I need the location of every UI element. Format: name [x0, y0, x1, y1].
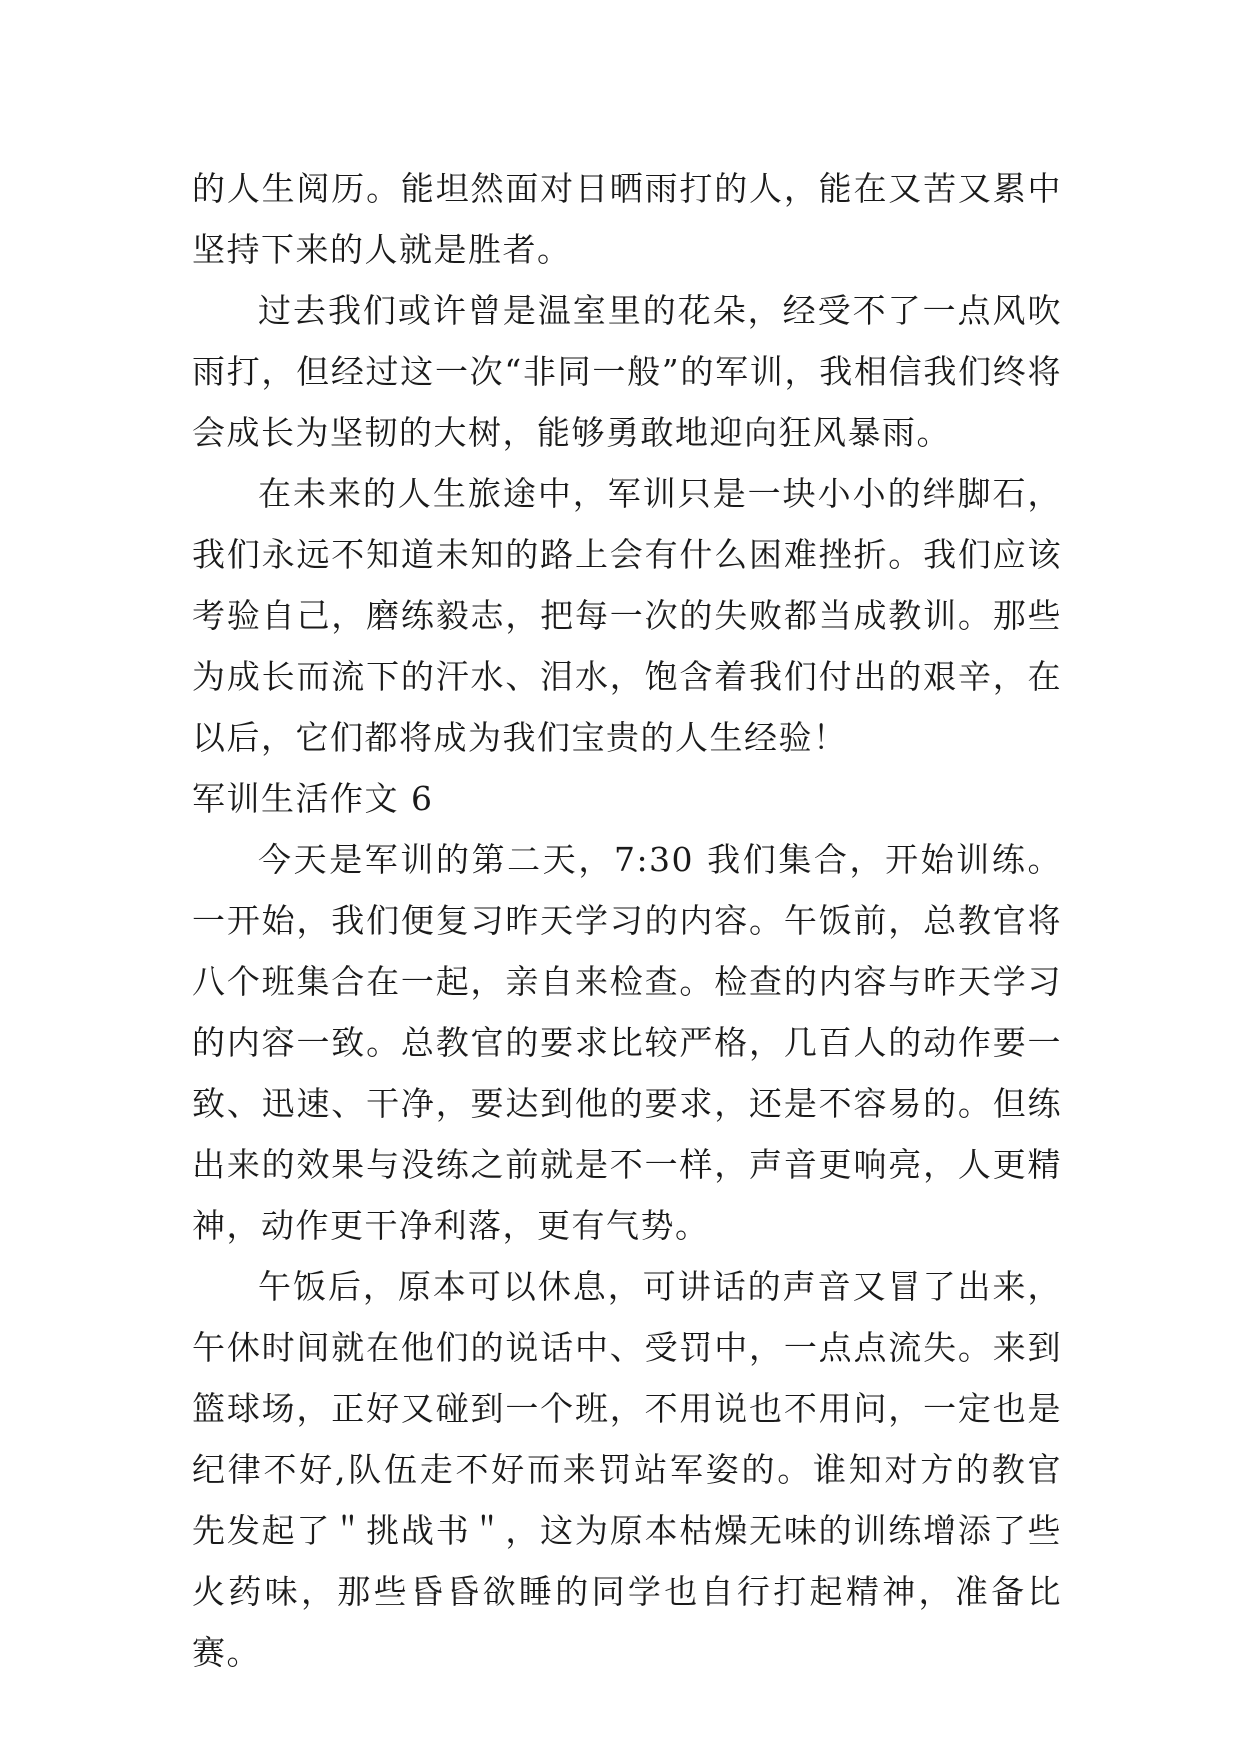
paragraph-continued: 的人生阅历。能坦然面对日晒雨打的人，能在又苦又累中坚持下来的人就是胜者。: [192, 169, 1062, 269]
paragraph: 过去我们或许曾是温室里的花朵，经受不了一点风吹雨打，但经过这一次“非同一般”的军训，我相信我们终将会成长为坚韧的大树，能够勇敢地迎向狂风暴雨。: [192, 291, 1062, 452]
paragraph: 在未来的人生旅途中，军训只是一块小小的绊脚石，我们永远不知道未知的路上会有什么困难挫折。我们应该考验自己，磨练毅志，把每一次的失败都当成教训。那些为成长而流下的汗水、泪水，饱含着我们付出的艰辛，在以后，它们都将成为我们宝贵的人生经验！: [192, 474, 1062, 757]
document-body: [192, 158, 1062, 1683]
section-title: 军训生活作文 6: [192, 779, 434, 818]
paragraph: 今天是军训的第二天，7:30 我们集合，开始训练。一开始，我们便复习昨天学习的内容。午饭前，总教官将八个班集合在一起，亲自来检查。检查的内容与昨天学习的内容一致。总教官的要求比较严格，几百人的动作要一致、迅速、干净，要达到他的要求，还是不容易的。但练出来的效果与没练之前就是不一样，声音更响亮，人更精神，动作更干净利落，更有气势。: [192, 840, 1062, 1245]
paragraph: 午饭后，原本可以休息，可讲话的声音又冒了出来，午休时间就在他们的说话中、受罚中，一点点流失。来到篮球场，正好又碰到一个班，不用说也不用问，一定也是纪律不好,队伍走不好而来罚站军姿的。谁知对方的教官先发起了＂挑战书＂，这为原本枯燥无味的训练增添了些火药味，那些昏昏欲睡的同学也自行打起精神，准备比赛。: [192, 1267, 1062, 1672]
